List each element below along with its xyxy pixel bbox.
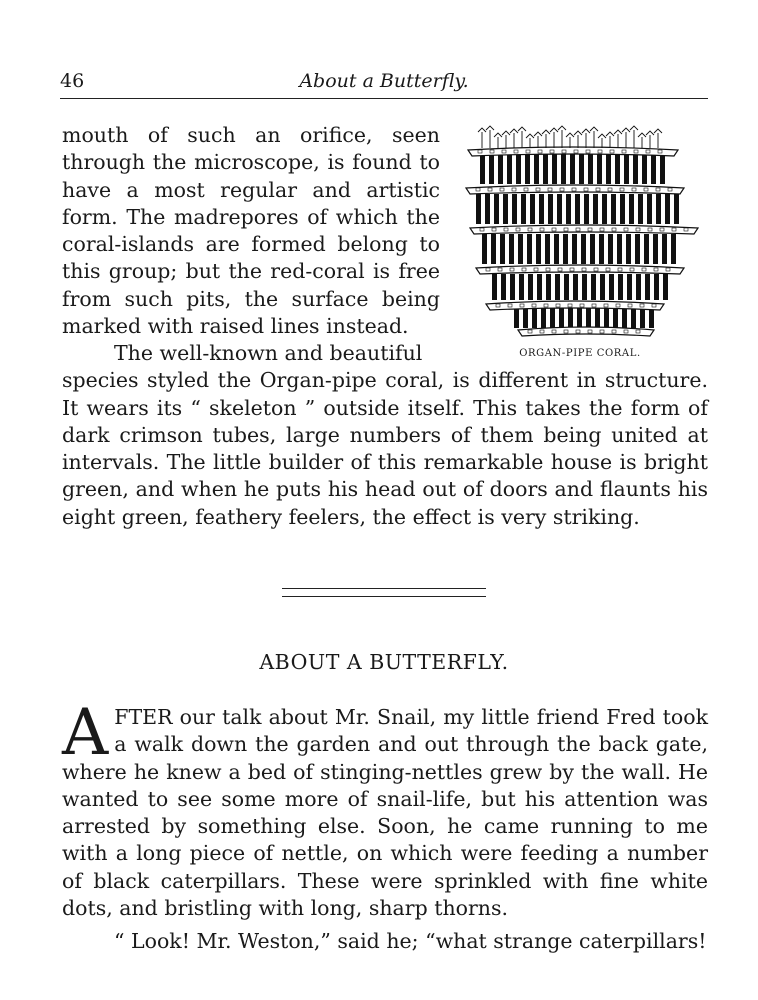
paragraph-organ-pipe-first-line: The well-known and beautiful — [114, 341, 423, 365]
drop-cap: A — [62, 696, 109, 770]
paragraph-organ-pipe-rest: species styled the Organ-pipe coral, is different in structure. It wears its “ skeleton ” outside itself. This takes the form of dark crimson tubes, large numbers of them being united at intervals. The little builder of this remarkable house is bright green, and when he puts his head out of doors and flaunts his eight green, feathery feelers, the effect is very striking. — [62, 368, 708, 529]
figure-caption: ORGAN-PIPE CORAL. — [519, 348, 641, 359]
paragraph-look: “ Look! Mr. Weston,” said he; “what strange caterpillars! — [114, 929, 707, 953]
paragraph-coral-pits: mouth of such an orifice, seen through the microscope, is found to have a most regular and artistic form. The madrepores of which the coral-islands are formed belong to this group; but the red-coral is free from such pits, the surface being marked with raised lines instead. — [62, 123, 440, 339]
section-heading: ABOUT A BUTTERFLY. — [259, 650, 509, 674]
running-title: About a Butterfly. — [299, 70, 469, 92]
section-divider — [282, 588, 486, 597]
page-number: 46 — [60, 70, 85, 92]
organ-pipe-coral-illustration — [458, 122, 702, 340]
page-header — [60, 68, 708, 99]
paragraph-fred-nettles-text: FTER our talk about Mr. Snail, my little friend Fred took a walk down the garden and out through the back gate, where he knew a bed of stinging-nettles grew by the wall. He wanted to see some more of snail-life, but his attention was arrested by something else. Soon, he came running to me with a long piece of nettle, on which were feeding a number of black caterpillars. These were sprinkled with fine white dots, and bristling with long, sharp thorns. — [62, 705, 708, 921]
paragraph-fred-nettles — [62, 696, 708, 922]
paragraph-organ-pipe — [62, 340, 708, 531]
organ-pipe-coral-figure — [458, 122, 702, 362]
